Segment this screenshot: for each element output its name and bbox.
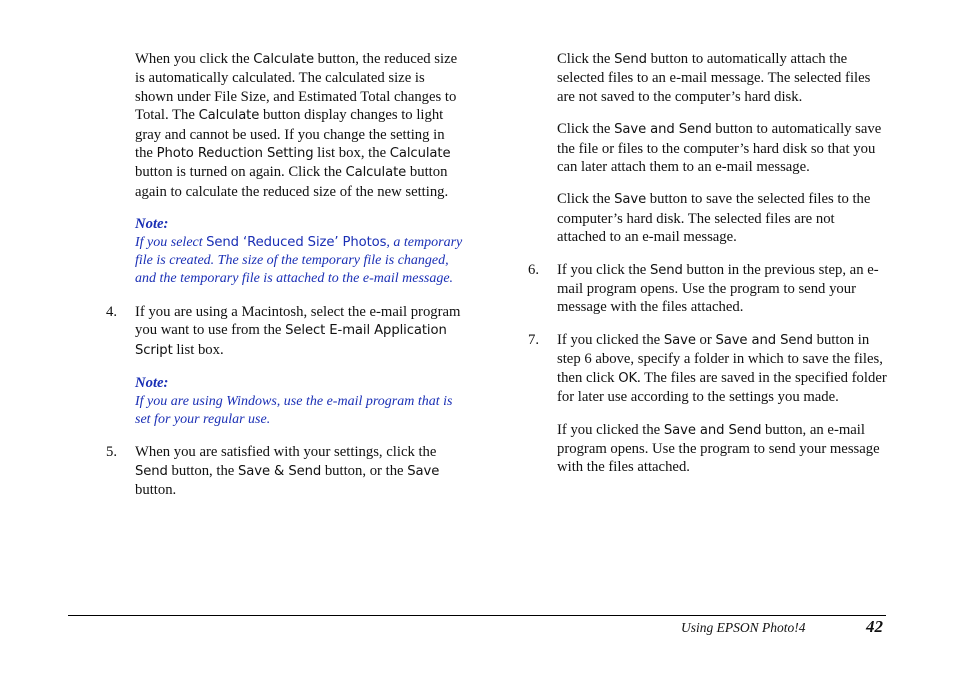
save-and-send-paragraph bbox=[557, 120, 887, 176]
step-text bbox=[135, 303, 465, 360]
ui-term: Send bbox=[650, 262, 683, 278]
text-run: button in the previous step, an e-mail program opens. Use the program to send your message with the files attached. bbox=[557, 261, 879, 316]
page-number: 42 bbox=[866, 617, 883, 636]
step-number: 7. bbox=[528, 331, 540, 348]
text-run: button, an e-mail program opens. Use the program to send your message with the files attached. bbox=[557, 421, 880, 476]
text-run: button, or the bbox=[321, 462, 408, 479]
text-run: button to save the selected files to the computer’s hard disk. The selected files are not attached to an e-mail message. bbox=[557, 191, 871, 246]
text-run: If you select bbox=[135, 234, 207, 250]
ui-term: Select E-mail Application Script bbox=[135, 323, 447, 358]
ui-term: Save and Send bbox=[663, 422, 762, 438]
text-run: button is turned on again. Click the bbox=[135, 164, 346, 181]
intro-paragraph bbox=[135, 50, 465, 201]
text-run: button to automatically save the file or files to the computer’s hard disk so that you can later attach them to an e-mail message. bbox=[557, 121, 882, 176]
text-run: Click the bbox=[557, 51, 615, 67]
text-run: button display changes to light gray and cannot be used. If you change the setting in the bbox=[135, 107, 445, 162]
step-7 bbox=[528, 331, 887, 477]
step-number: 6. bbox=[528, 261, 540, 278]
ui-term: Calculate bbox=[198, 108, 260, 124]
ui-term: Save bbox=[614, 192, 647, 208]
ui-term: Save bbox=[407, 463, 440, 479]
text-run: When you are satisfied with your settings, click the bbox=[135, 444, 437, 461]
text-run: button in step 6 above, specify a folder in which to save the files, then click bbox=[557, 331, 883, 386]
text-run: button, the reduced size is automatically calculated. The calculated size is shown under File Size, and Estimated Total changes to Total. The bbox=[135, 51, 458, 124]
ui-term: Calculate bbox=[389, 146, 451, 162]
step-text bbox=[557, 261, 887, 317]
text-run: list box, the bbox=[313, 145, 390, 162]
step-number: 4. bbox=[106, 303, 118, 320]
text-run: If you click the bbox=[557, 261, 650, 278]
step-4 bbox=[106, 303, 465, 360]
note-body bbox=[135, 393, 465, 430]
ui-term: Photo Reduction Setting bbox=[156, 146, 314, 162]
step-text bbox=[135, 443, 465, 499]
ui-term: Calculate bbox=[345, 165, 407, 181]
ui-term: Save & Send bbox=[238, 463, 322, 479]
step-6 bbox=[528, 261, 887, 317]
text-run: When you click the bbox=[135, 51, 254, 67]
step-followup bbox=[557, 421, 887, 477]
text-run: or bbox=[695, 331, 716, 348]
text-run: If you are using Windows, use the e-mail program that is set for your regular use. bbox=[135, 393, 453, 427]
step-number: 5. bbox=[106, 444, 118, 461]
ui-term: Save and Send bbox=[614, 122, 712, 138]
text-run: . The files are saved in the specified folder for later use according to the settings you made. bbox=[557, 369, 887, 406]
left-column bbox=[106, 50, 465, 514]
note-heading: Note: bbox=[135, 375, 169, 392]
save-paragraph bbox=[557, 190, 887, 246]
send-paragraph bbox=[557, 50, 887, 106]
footer-rule bbox=[68, 615, 886, 616]
ui-term: Send ‘Reduced Size’ Photos bbox=[206, 234, 387, 250]
ui-term: Send bbox=[135, 463, 168, 479]
text-run: list box. bbox=[172, 341, 224, 358]
text-run: button. bbox=[135, 482, 177, 499]
note-body bbox=[135, 234, 465, 289]
ui-term: Calculate bbox=[253, 52, 314, 67]
text-run: If you clicked the bbox=[557, 421, 664, 438]
text-run: If you clicked the bbox=[557, 331, 664, 348]
ui-term: Send bbox=[614, 52, 647, 67]
text-run: button again to calculate the reduced size of the new setting. bbox=[135, 164, 449, 200]
text-run: Click the bbox=[557, 191, 615, 208]
note-heading: Note: bbox=[135, 216, 169, 233]
footer-section-title: Using EPSON Photo!4 bbox=[681, 620, 806, 635]
right-column bbox=[528, 50, 887, 491]
text-run: If you are using a Macintosh, select the e-mail program you want to use from the bbox=[135, 303, 461, 339]
text-run: button, the bbox=[167, 462, 238, 479]
text-run: Click the bbox=[557, 121, 615, 138]
step-5 bbox=[106, 443, 465, 499]
step-text bbox=[557, 331, 887, 407]
text-run: , a temporary file is created. The size of the temporary file is changed, and the temporary file is attached to the e-mail message. bbox=[135, 234, 463, 287]
ui-term: Save and Send bbox=[715, 332, 813, 348]
ui-term: OK bbox=[618, 370, 638, 386]
text-run: button to automatically attach the selected files to an e-mail message. The selected files are not saved to the computer’s hard disk. bbox=[557, 51, 871, 105]
ui-term: Save bbox=[663, 332, 696, 348]
